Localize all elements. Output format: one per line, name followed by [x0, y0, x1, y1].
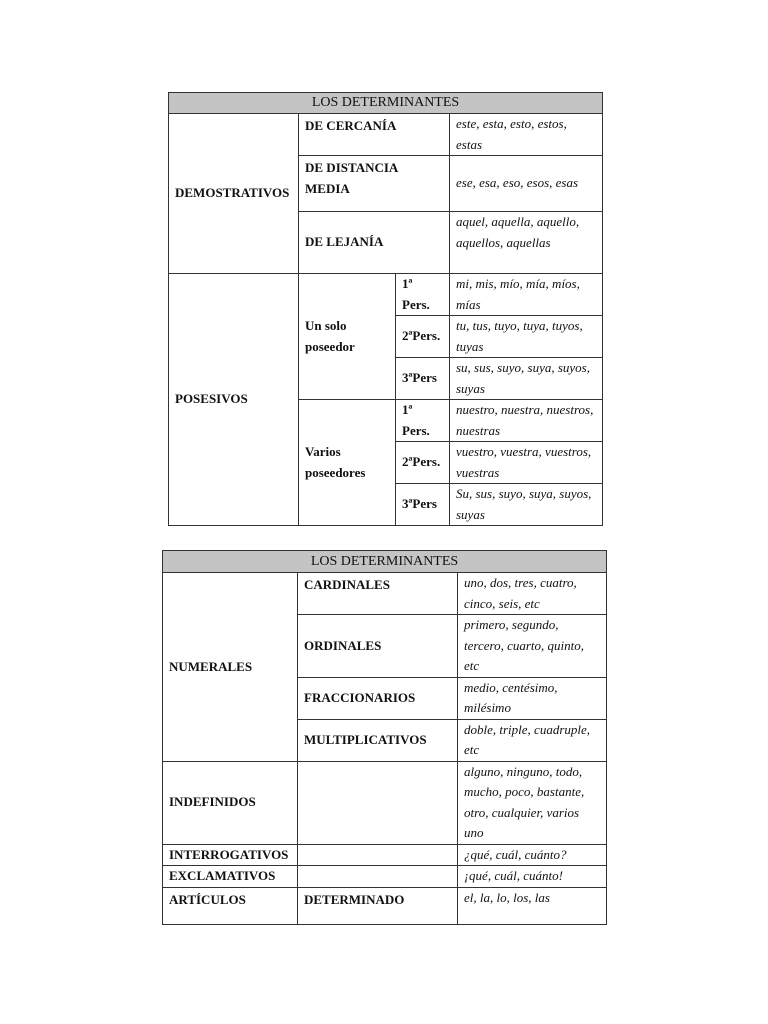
category-interrogativos: INTERROGATIVOS [163, 844, 298, 866]
examples-cell: el, la, lo, los, las [458, 887, 607, 924]
examples-cell: ¿qué, cuál, cuánto? [458, 844, 607, 866]
type-cell: DE DISTANCIA MEDIA [299, 156, 450, 212]
type-cell: DE LEJANÍA [299, 212, 450, 274]
table-title: LOS DETERMINANTES [163, 551, 607, 573]
type-cell: CARDINALES [298, 573, 458, 615]
person-cell: 3ªPers [396, 484, 450, 526]
category-numerales: NUMERALES [163, 573, 298, 762]
table-title: LOS DETERMINANTES [169, 93, 603, 114]
category-exclamativos: EXCLAMATIVOS [163, 866, 298, 888]
category-articulos: ARTÍCULOS [163, 887, 298, 924]
examples-cell: ese, esa, eso, esos, esas [450, 156, 603, 212]
examples-cell: alguno, ninguno, todo, mucho, poco, bastante, otro, cualquier, varios uno [458, 761, 607, 844]
category-indefinidos: INDEFINIDOS [163, 761, 298, 844]
type-cell: DE CERCANÍA [299, 114, 450, 156]
type-cell [298, 844, 458, 866]
determinantes-table-2 [162, 550, 607, 925]
examples-cell: doble, triple, cuadruple, etc [458, 719, 607, 761]
examples-cell: aquel, aquella, aquello, aquellos, aquellas [450, 212, 603, 274]
examples-cell: nuestro, nuestra, nuestros, nuestras [450, 400, 603, 442]
examples-cell: mi, mis, mío, mía, míos, mías [450, 274, 603, 316]
examples-cell: tu, tus, tuyo, tuya, tuyos, tuyas [450, 316, 603, 358]
person-cell: 2ªPers. [396, 316, 450, 358]
type-cell: MULTIPLICATIVOS [298, 719, 458, 761]
type-cell: DETERMINADO [298, 887, 458, 924]
group-label: Varios poseedores [299, 400, 396, 526]
examples-cell: Su, sus, suyo, suya, suyos, suyas [450, 484, 603, 526]
category-posesivos: POSESIVOS [169, 274, 299, 526]
type-cell [298, 866, 458, 888]
examples-cell: su, sus, suyo, suya, suyos, suyas [450, 358, 603, 400]
examples-cell: vuestro, vuestra, vuestros, vuestras [450, 442, 603, 484]
person-cell: 1ª Pers. [396, 274, 450, 316]
person-cell: 3ªPers [396, 358, 450, 400]
examples-cell: este, esta, esto, estos, estas [450, 114, 603, 156]
group-label: Un solo poseedor [299, 274, 396, 400]
examples-cell: medio, centésimo, milésimo [458, 677, 607, 719]
type-cell: ORDINALES [298, 615, 458, 678]
examples-cell: uno, dos, tres, cuatro, cinco, seis, etc [458, 573, 607, 615]
examples-cell: ¡qué, cuál, cuánto! [458, 866, 607, 888]
examples-cell: primero, segundo, tercero, cuarto, quinto, etc [458, 615, 607, 678]
person-cell: 2ªPers. [396, 442, 450, 484]
category-demostrativos: DEMOSTRATIVOS [169, 114, 299, 274]
type-cell [298, 761, 458, 844]
type-cell: FRACCIONARIOS [298, 677, 458, 719]
determinantes-table-1 [168, 92, 603, 526]
person-cell: 1ª Pers. [396, 400, 450, 442]
